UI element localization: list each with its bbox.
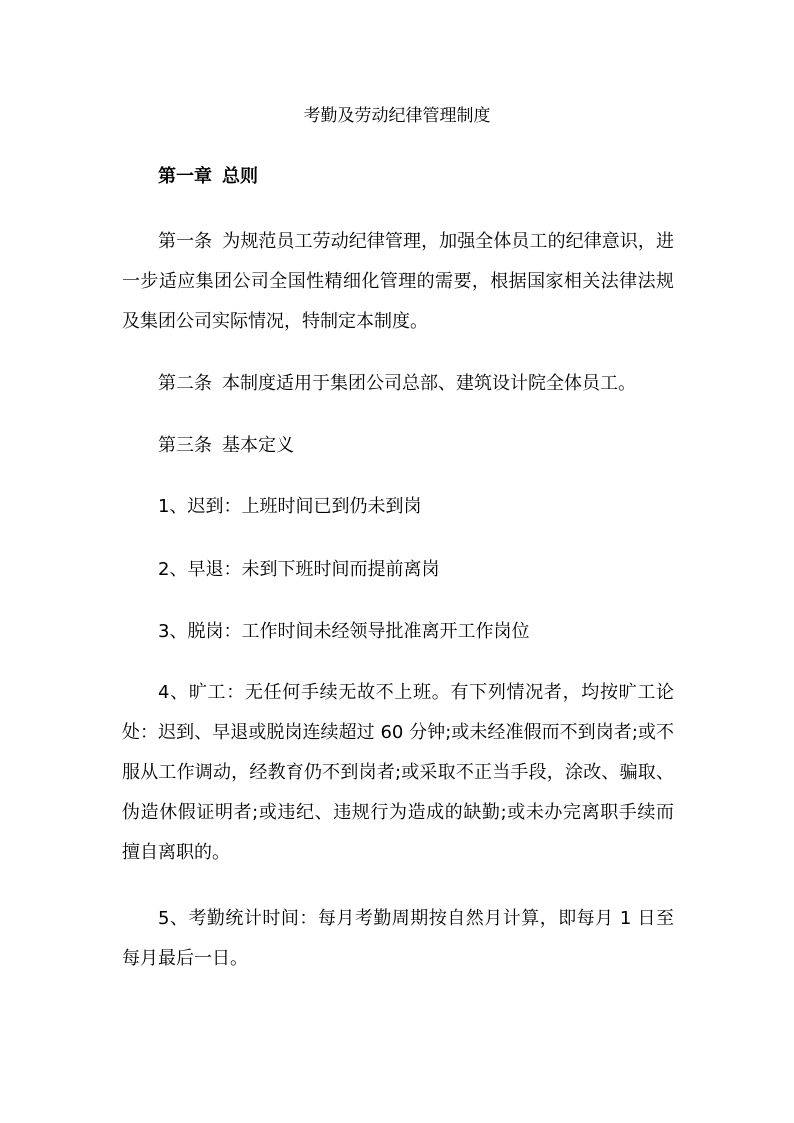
document-title: 考勤及劳动纪律管理制度 bbox=[303, 106, 491, 126]
definition-term: 考勤统计时间： bbox=[188, 908, 318, 929]
chapter-label: 第一章 bbox=[158, 166, 212, 187]
article-3 bbox=[158, 433, 294, 459]
definition-text: 无任何手续无故不上班。有下列情况者，均按旷工论处：迟到、早退或脱岗连续超过 60 分钟;或未经准假而不到岗者;或不服从工作调动，经教育仍不到岗者;或采取不正当手段，涂改、骗取、伪造休假证明者;或违纪、违规行为造成的缺勤;或未办完离职手续而擅自离职的。 bbox=[122, 682, 675, 863]
article-2 bbox=[158, 371, 636, 397]
article-3-text: 基本定义 bbox=[222, 435, 294, 456]
definition-item bbox=[122, 899, 674, 979]
definition-term: 脱岗： bbox=[187, 621, 242, 642]
definition-number: 2、 bbox=[158, 559, 188, 580]
definition-text: 上班时间已到仍未到岗 bbox=[241, 496, 422, 517]
article-1-label: 第一条 bbox=[158, 231, 213, 252]
definition-number: 4、 bbox=[158, 682, 189, 703]
definition-number: 3、 bbox=[158, 621, 188, 642]
definition-text: 每月考勤周期按自然月计算，即每月 1 日至每月最后一日。 bbox=[122, 908, 675, 969]
article-2-text: 本制度适用于集团公司总部、建筑设计院全体员工。 bbox=[222, 373, 636, 394]
article-1-text: 为规范员工劳动纪律管理，加强全体员工的纪律意识，进一步适应集团公司全国性精细化管理的需要，根据国家相关法律法规及集团公司实际情况，特制定本制度。 bbox=[122, 231, 675, 332]
definition-item bbox=[158, 494, 421, 520]
definition-text: 工作时间未经领导批准离开工作岗位 bbox=[241, 621, 530, 642]
definition-number: 1、 bbox=[158, 496, 188, 517]
definition-item bbox=[158, 557, 439, 583]
chapter-heading bbox=[158, 164, 258, 190]
definition-number: 5、 bbox=[158, 908, 189, 929]
article-1 bbox=[122, 222, 674, 342]
definition-term: 迟到： bbox=[187, 496, 242, 517]
definition-text: 未到下班时间而提前离岗 bbox=[241, 559, 440, 580]
definition-item bbox=[122, 673, 674, 873]
definition-term: 旷工： bbox=[188, 682, 245, 703]
definition-item bbox=[158, 619, 529, 645]
definition-term: 早退： bbox=[187, 559, 242, 580]
chapter-name: 总则 bbox=[222, 166, 258, 187]
article-3-label: 第三条 bbox=[158, 435, 212, 456]
article-2-label: 第二条 bbox=[158, 373, 212, 394]
